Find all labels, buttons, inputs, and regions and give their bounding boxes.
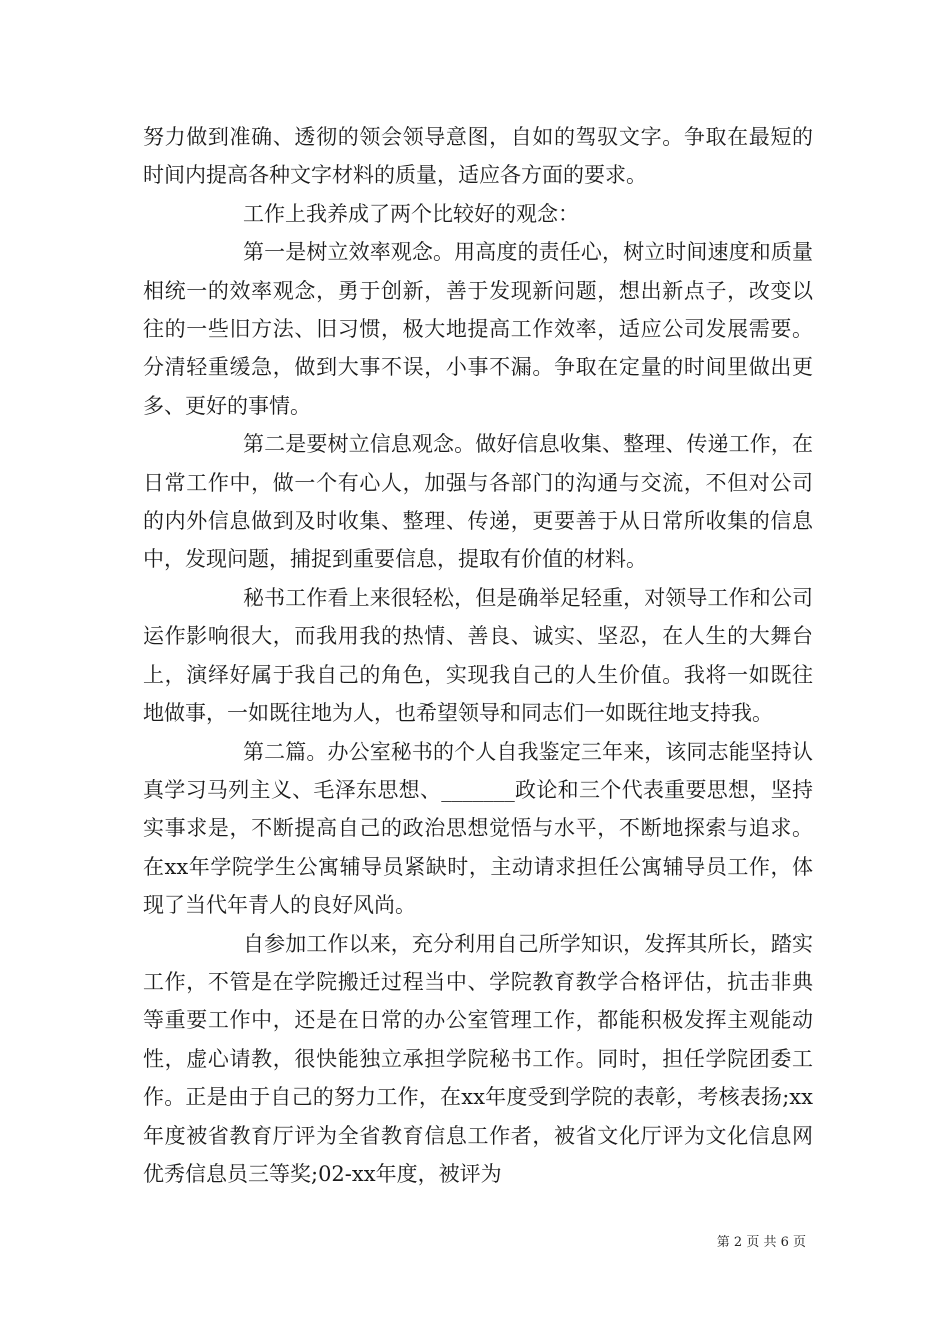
paragraph-second-article: 第二篇。办公室秘书的个人自我鉴定三年来，该同志能坚持认真学习马列主义、毛泽东思想、_______政论和三个代表重要思想，坚持实事求是，不断提高自己的政治思想觉悟与水平，不断地探索与追求。在xx年学院学生公寓辅导员紧缺时，主动请求担任公寓辅导员工作，体现了当代年青人的良好风尚。	[143, 739, 813, 918]
paragraph-continued: 努力做到准确、透彻的领会领导意图，自如的驾驭文字。争取在最短的时间内提高各种文字材料的质量，适应各方面的要求。	[143, 125, 813, 188]
paragraph-information: 第二是要树立信息观念。做好信息收集、整理、传递工作，在日常工作中，做一个有心人，加强与各部门的沟通与交流，不但对公司的内外信息做到及时收集、整理、传递，更要善于从日常所收集的信息中，发现问题，捕捉到重要信息，提取有价值的材料。	[143, 432, 813, 572]
paragraph-concepts-intro: 工作上我养成了两个比较好的观念：	[243, 201, 579, 226]
paragraph-efficiency: 第一是树立效率观念。用高度的责任心，树立时间速度和质量相统一的效率观念，勇于创新，善于发现新问题，想出新点子，改变以往的一些旧方法、旧习惯，极大地提高工作效率，适应公司发展需要。分清轻重缓急，做到大事不误，小事不漏。争取在定量的时间里做出更多、更好的事情。	[143, 240, 813, 418]
page-number: 第 2 页 共 6 页	[716, 1235, 806, 1250]
document-body	[143, 118, 813, 1193]
paragraph-secretary-work: 秘书工作看上来很轻松，但是确举足轻重，对领导工作和公司运作影响很大，而我用我的热情、善良、诚实、坚忍，在人生的大舞台上，演绎好属于我自己的角色，实现我自己的人生价值。我将一如既往地做事，一如既往地为人，也希望领导和同志们一如既往地支持我。	[143, 585, 813, 726]
paragraph-since-joining: 自参加工作以来，充分利用自己所学知识，发挥其所长，踏实工作，不管是在学院搬迁过程当中、学院教育教学合格评估，抗击非典等重要工作中，还是在日常的办公室管理工作，都能积极发挥主观能动性，虚心请教，很快能独立承担学院秘书工作。同时，担任学院团委工作。正是由于自己的努力工作，在xx年度受到学院的表彰，考核表扬;xx年度被省教育厅评为全省教育信息工作者，被省文化厅评为文化信息网优秀信息员三等奖;02-xx年度，被评为	[143, 931, 813, 1186]
